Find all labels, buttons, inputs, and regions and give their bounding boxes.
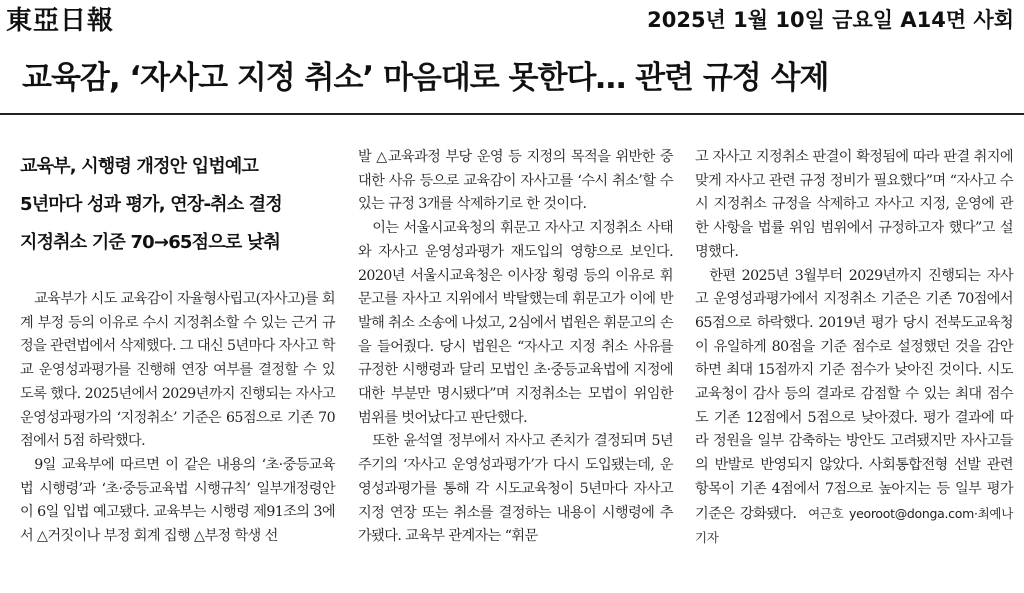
headline-divider bbox=[0, 113, 1024, 115]
subhead: 5년마다 성과 평가, 연장-취소 결정 bbox=[20, 194, 282, 215]
dateline: 2025년 1월 10일 금요일 A14면 사회 bbox=[647, 8, 1014, 32]
headline: 교육감, ‘자사고 지정 취소’ 마음대로 못한다… 관련 규정 삭제 bbox=[22, 60, 829, 96]
article-column-2 bbox=[358, 146, 673, 549]
paragraph: 또한 윤석열 정부에서 자사고 존치가 결정되며 5년 주기의 ‘자사고 운영성과평가’가 다시 도입됐는데, 운영성과평가를 통해 각 시도교육청이 5년마다 자사고 지정 연장 또는 취소를 결정하는 내용이 시행령에 추가됐다. 교육부 관계자는 “휘문 bbox=[358, 433, 673, 545]
subhead: 지정취소 기준 70→65점으로 낮춰 bbox=[20, 232, 281, 253]
paragraph: 발 △교육과정 부당 운영 등 지정의 목적을 위반한 중대한 사유 등으로 교육감이 자사고를 ‘수시 취소’할 수 있는 규정 3개를 삭제하기로 한 것이다. bbox=[358, 149, 673, 213]
article-column-3 bbox=[695, 146, 1013, 551]
paragraph bbox=[695, 265, 1013, 551]
subhead: 교육부, 시행령 개정안 입법예고 bbox=[20, 156, 259, 177]
masthead bbox=[0, 0, 1024, 40]
paragraph: 9일 교육부에 따르면 이 같은 내용의 ‘초·중등교육법 시행령’과 ‘초·중등교육법 시행규칙’ 일부개정령안이 6일 입법 예고됐다. 교육부는 시행령 제91조의 3에서 △거짓이나 부정 회계 집행 △부정 학생 선 bbox=[20, 456, 335, 545]
paragraph: 고 자사고 지정취소 판결이 확정됨에 따라 판결 취지에 맞게 자사고 관련 규정 정비가 필요했다”며 “자사고 수시 지정취소 규정을 삭제하고 자사고 지정, 운영에 관한 사항을 법률 위임 범위에서 규정하고자 했다”고 설명했다. bbox=[695, 149, 1013, 260]
byline: 여근호 yeoroot@donga.com·최예나 기자 bbox=[695, 505, 1013, 546]
article-column-1 bbox=[20, 288, 335, 549]
paragraph: 교육부가 시도 교육감이 자율형사립고(자사고)를 회계 부정 등의 이유로 수시 지정취소할 수 있는 근거 규정을 관련법에서 삭제했다. 그 대신 5년마다 자사고 학교 운영성과평가를 진행해 연장 여부를 결정할 수 있도록 했다. 2025년에서 2029년까지 진행되는 자사고 운영성과평가의 ‘지정취소’ 기준은 65점으로 기존 70점에서 5점 하락했다. bbox=[20, 291, 335, 450]
newspaper-logo: 東亞日報 bbox=[6, 6, 115, 36]
paragraph-text: 한편 2025년 3월부터 2029년까지 진행되는 자사고 운영성과평가에서 지정취소 기준은 기존 70점에서 65점으로 하락했다. 2019년 평가 당시 전북도교육청이 유일하게 80점을 기준 점수로 설정했던 것을 감안하면 최대 15점까지 기준 점수가 낮아진 것이다. 시도교육청이 감사 등의 결과로 감점할 수 있는 최대 점수도 기존 12점에서 5점으로 낮아졌다. 평가 결과에 따라 정원을 일부 감축하는 방안도 고려됐지만 자사고들의 반발로 반영되지 않았다. 사회통합전형 선발 관련 항목이 기존 4점에서 7점으로 높아지는 등 일부 평가 기준은 강화됐다. bbox=[695, 267, 1013, 522]
subheads bbox=[20, 148, 338, 262]
paragraph: 이는 서울시교육청의 휘문고 자사고 지정취소 사태와 자사고 운영성과평가 재도입의 영향으로 보인다. 2020년 서울시교육청은 이사장 횡령 등의 이유로 휘문고를 자사고 지위에서 박탈했는데 휘문고가 이에 반발해 취소 소송에 나섰고, 2심에서 법원은 휘문고의 손을 들어줬다. 당시 법원은 “자사고 지정 취소 사유를 규정한 시행령과 달리 모법인 초·중등교육법에 지정에 대한 부분만 명시됐다”며 지정취소는 모법이 위임한 범위를 벗어났다고 판단했다. bbox=[358, 220, 673, 426]
